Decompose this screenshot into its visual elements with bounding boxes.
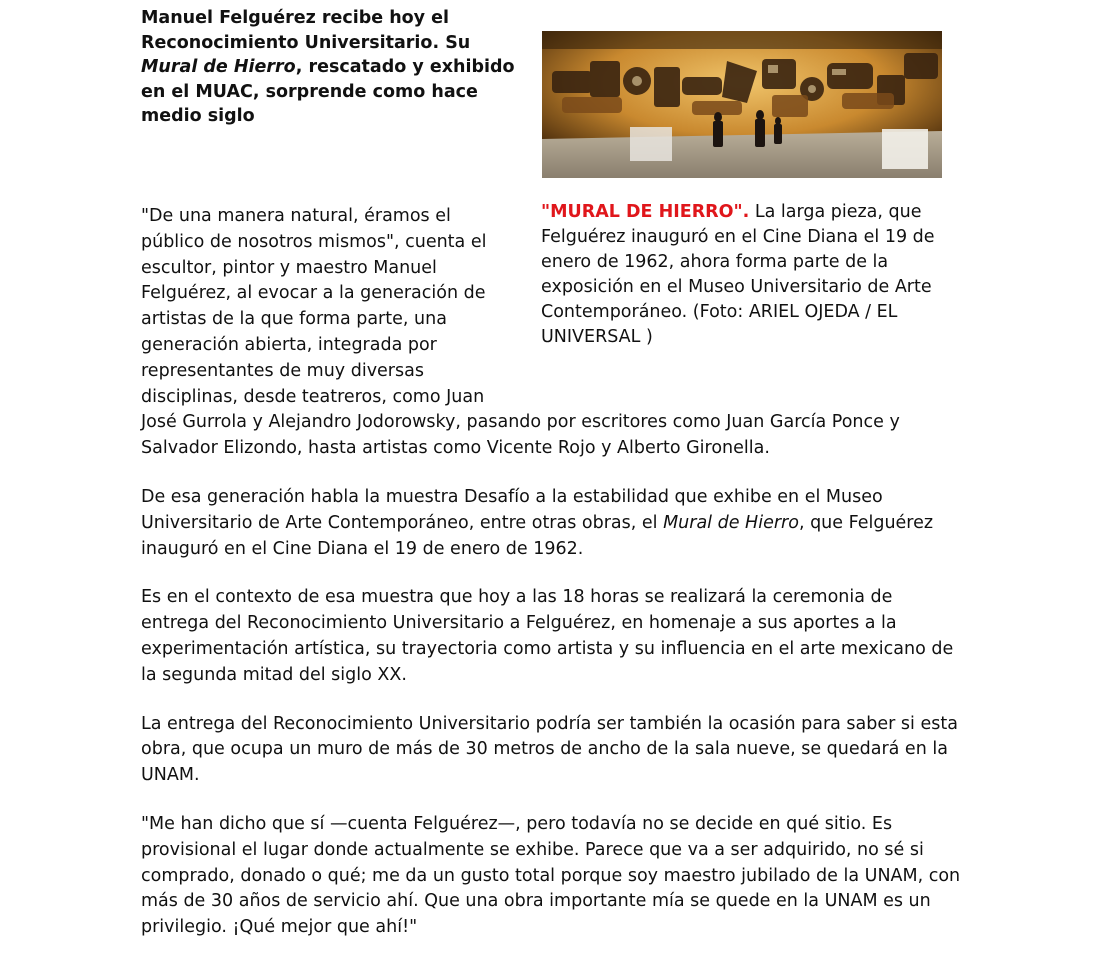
headline-text-1: Manuel Felguérez recibe hoy el Reconocimiento Universitario. Su <box>141 8 471 53</box>
headline-text-2: , rescatado y exhibido en el MUAC, sorprende como hace medio siglo <box>141 57 515 126</box>
article-paragraph-1: "De una manera natural, éramos el público de nosotros mismos", cuenta el escultor, pintor y maestro Manuel Felguérez, al evocar a la generación de artistas de la que forma parte, una generación abierta, integrada por representantes de muy diversas disciplinas, desde teatreros, como Juan José Gurrola y Alejandro Jodorowsky, pasando por escritores como Juan García Ponce y Salvador Elizondo, hasta artistas como Vicente Rojo y Alberto Gironella. <box>141 206 900 459</box>
article-paragraph-5: "Me han dicho que sí —cuenta Felguérez—, pero todavía no se decide en qué sitio. Es provisional el lugar donde actualmente se exhibe. Parece que va a ser adquirido, no sé si comprado, donado o qué; me da un gusto total porque soy maestro jubilado de la UNAM, con más de 30 años de servicio ahí. Que una obra importante mía se quede en la UNAM es un privilegio. ¡Qué mejor que ahí!" <box>141 813 961 938</box>
article-paragraph-4: La entrega del Reconocimiento Universitario podría ser también la ocasión para saber si esta obra, que ocupa un muro de más de 30 metros de ancho de la sala nueve, se quedará en la UNAM. <box>141 713 958 786</box>
article-body <box>141 204 961 964</box>
mural-illustration <box>542 31 942 178</box>
paragraph-2-italic-title: Mural de Hierro <box>663 512 799 533</box>
article-paragraph-2 <box>141 485 961 562</box>
paragraph-2-text-2: , que Felguérez inauguró en el Cine Diana el 19 de enero de 1962. <box>141 512 934 559</box>
caption-lead: "MURAL DE HIERRO". <box>541 202 750 222</box>
caption-float-spacer <box>513 204 961 398</box>
mural-photo <box>542 31 942 178</box>
caption-text: La larga pieza, que Felguérez inauguró en el Cine Diana el 19 de enero de 1962, ahora forma parte de la exposición en el Museo Universitario de Arte Contemporáneo. (Foto: ARIEL OJEDA / EL UNIVERSAL ) <box>541 202 935 347</box>
article-paragraph-3: Es en el contexto de esa muestra que hoy a las 18 horas se realizará la ceremonia de entrega del Reconocimiento Universitario a Felguérez, en homenaje a sus aportes a la experimentación artística, su trayectoria como artista y su influencia en el arte mexicano de la segunda mitad del siglo XX. <box>141 587 954 685</box>
paragraph-2-text-1: De esa generación habla la muestra Desafío a la estabilidad que exhibe en el Museo Universitario de Arte Contemporáneo, entre otras obras, el <box>141 486 883 533</box>
headline-italic-title: Mural de Hierro <box>141 57 296 77</box>
headline <box>141 6 521 129</box>
